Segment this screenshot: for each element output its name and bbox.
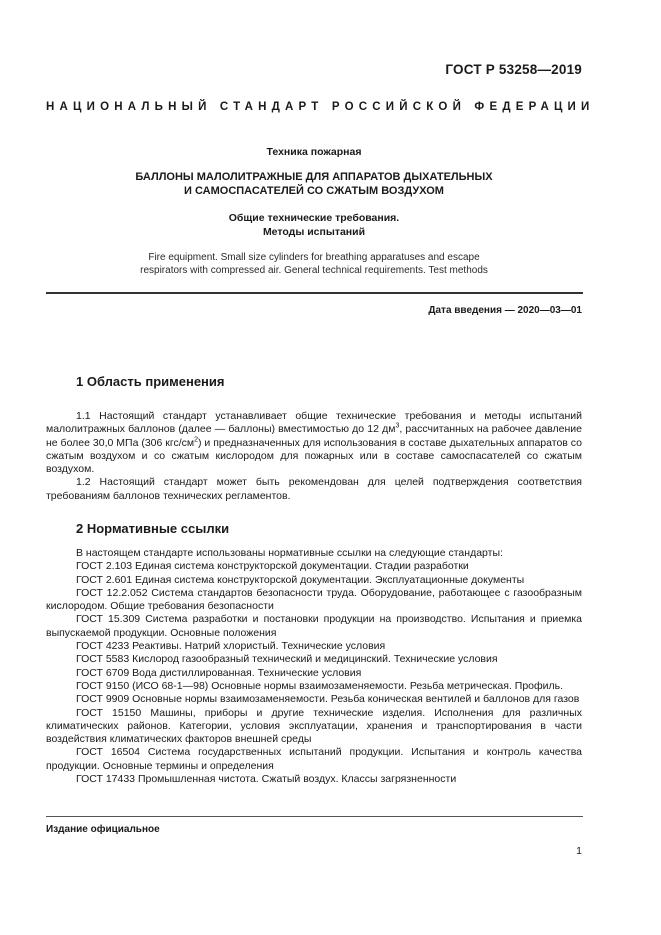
title-divider [46,292,583,294]
introduction-date: Дата введения — 2020—03—01 [428,305,582,316]
footer-divider [46,816,583,817]
paragraph-1-1: 1.1 Настоящий стандарт устанавливает общие технические требования и методы испытаний малолитражных баллонов (далее — баллоны) вместимостью до 12 $дм^3$, рассчитанных на рабочее давление не более 30,0 МПа (306 кгс/$см^2$) и предназначенных для использования в составе дыхательных аппаратов со сжатым воздухом и со сжатым кислородом для пожарных или в составе самоспасателей со сжатым воздухом. [46,410,582,476]
subtitle-line-2: Методы испытаний [262,226,366,238]
title-line-2: И САМОСПАСАТЕЛЕЙ СО СЖАТЫМ ВОЗДУХОМ [184,185,444,197]
english-line-1: Fire equipment. Small size cylinders for breathing apparatuses and escape [148,252,480,263]
standard-subtitle [46,211,582,239]
official-edition-label: Издание официальное [46,824,160,835]
reference-item: ГОСТ 9150 (ИСО 68-1—98) Основные нормы взаимозаменяемости. Резьба метрическая. Профиль. [76,679,564,692]
subtitle-line-1: Общие технические требования. [228,212,400,224]
reference-item: ГОСТ 15150 Машины, приборы и другие технические изделия. Исполнения для различных климатических районов. Категории, условия эксплуатации, хранения и транспортирования в части воздействия климатических факторов внешней среды [46,706,582,746]
english-title [46,251,582,277]
paragraph-1-2: 1.2 Настоящий стандарт может быть рекомендован для целей подтверждения соответствия требованиям баллонов технических регламентов. [46,476,582,502]
section-1-body [46,410,582,503]
standard-title [46,170,582,198]
reference-item: ГОСТ 9909 Основные нормы взаимозаменяемости. Резьба коническая вентилей и баллонов для газов [76,693,580,706]
english-line-2: respirators with compressed air. General technical requirements. Test methods [140,265,488,276]
reference-item: ГОСТ 15.309 Система разработки и постановки продукции на производство. Испытания и приемка выпускаемой продукции. Основные положения [46,613,582,639]
section-1-heading: 1 Область применения [76,374,225,389]
reference-item: ГОСТ 16504 Система государственных испытаний продукции. Испытания и контроль качества продукции. Основные термины и определения [46,746,582,772]
section-2-body [46,547,582,786]
reference-item: ГОСТ 2.601 Единая система конструкторской документации. Эксплуатационные документы [76,573,525,586]
reference-item: ГОСТ 2.103 Единая система конструкторской документации. Стадии разработки [76,560,469,573]
document-number: ГОСТ Р 53258—2019 [445,62,582,77]
reference-item: ГОСТ 6709 Вода дистиллированная. Технические условия [76,666,362,679]
reference-item: ГОСТ 17433 Промышленная чистота. Сжатый воздух. Классы загрязненности [76,773,457,786]
reference-item: В настоящем стандарте использованы нормативные ссылки на следующие стандарты: [76,547,503,559]
title-line-1: БАЛЛОНЫ МАЛОЛИТРАЖНЫЕ ДЛЯ АППАРАТОВ ДЫХАТЕЛЬНЫХ [135,171,493,183]
reference-item: ГОСТ 12.2.052 Система стандартов безопасности труда. Оборудование, работающее с газообразным кислородом. Общие требования безопасности [46,586,582,613]
section-2-heading: 2 Нормативные ссылки [76,521,230,536]
page-number: 1 [576,845,582,857]
national-standard-heading: НАЦИОНАЛЬНЫЙ СТАНДАРТ РОССИЙСКОЙ ФЕДЕРАЦИИ [46,101,595,113]
reference-item: ГОСТ 5583 Кислород газообразный технический и медицинский. Технические условия [76,653,498,666]
standard-subject: Техника пожарная [266,146,362,158]
reference-item: ГОСТ 4233 Реактивы. Натрий хлористый. Технические условия [76,640,386,653]
